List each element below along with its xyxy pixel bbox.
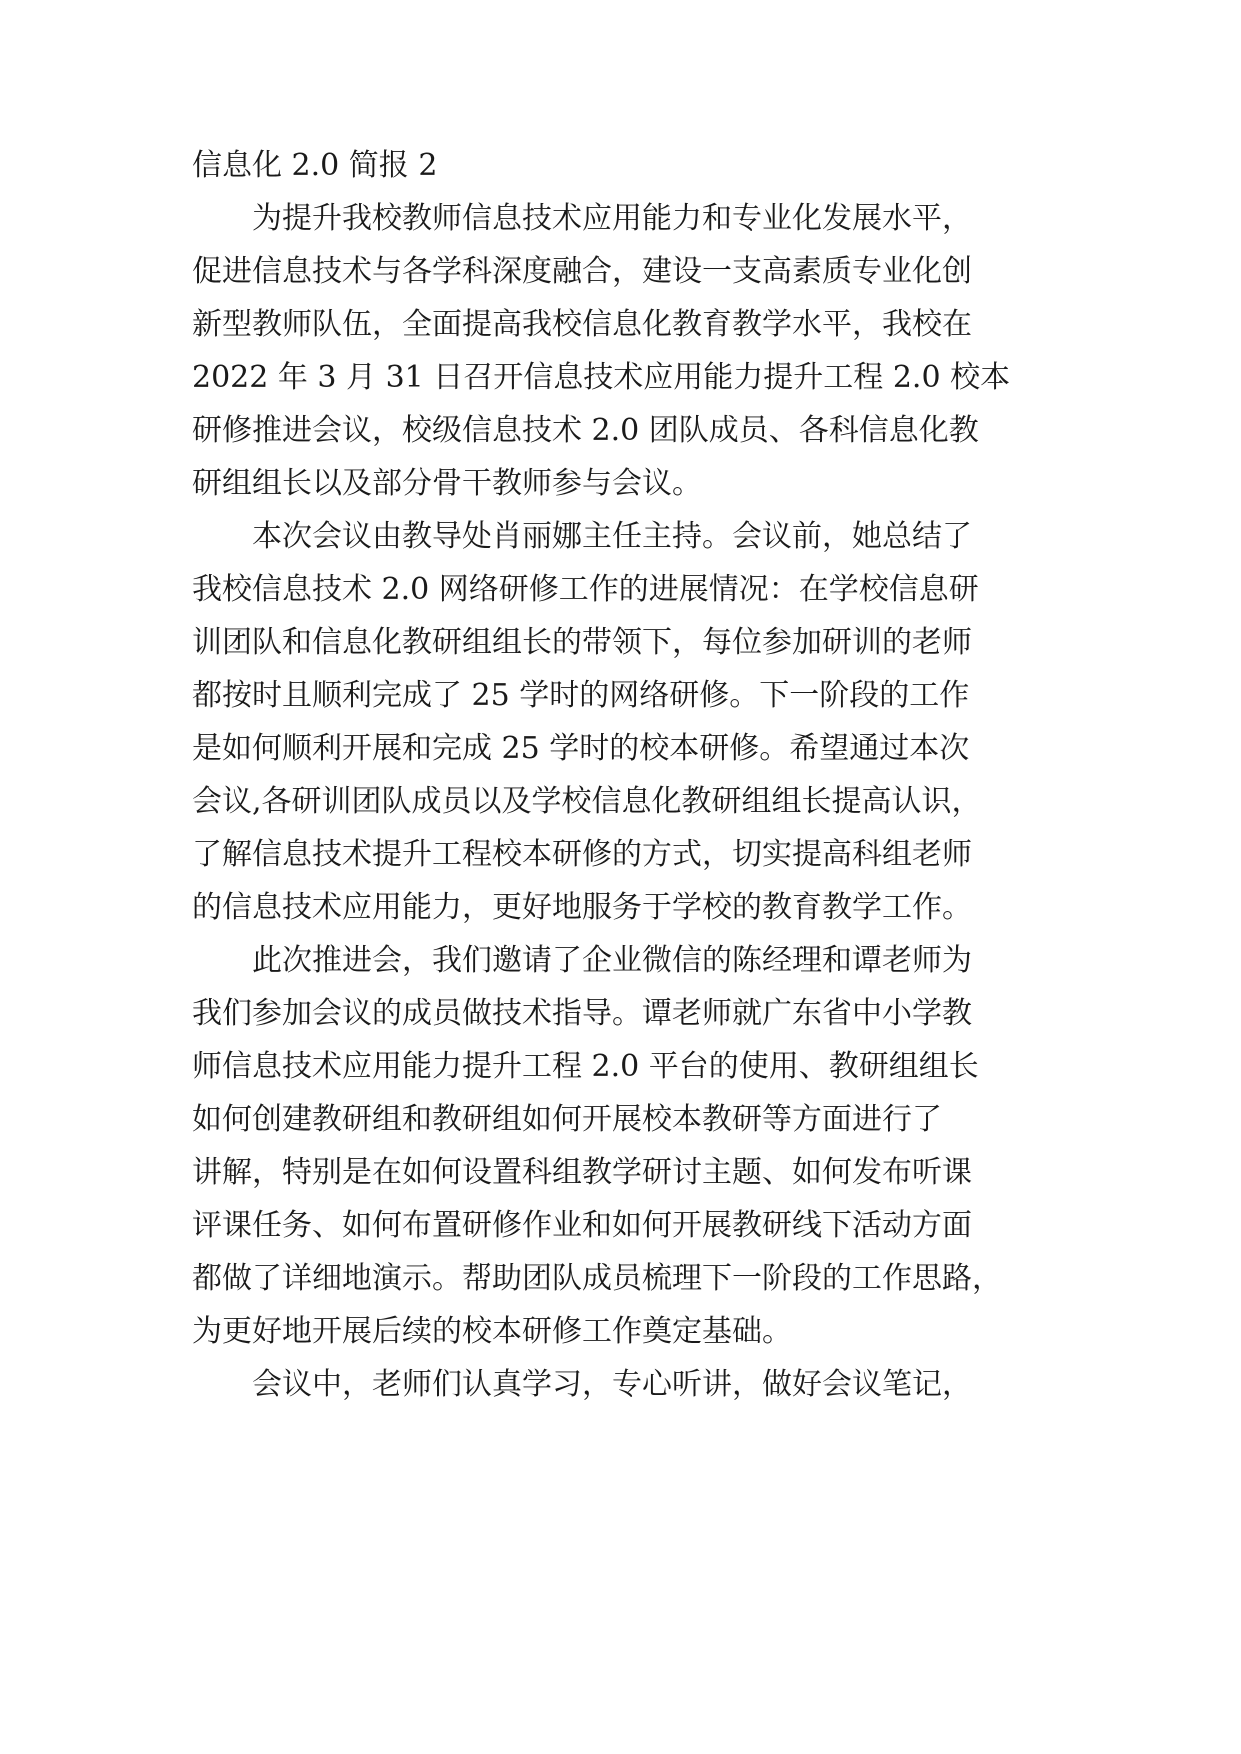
paragraph-3-line-7: 都做了详细地演示。帮助团队成员梳理下一阶段的工作思路， bbox=[192, 1261, 1002, 1296]
paragraph-3-line-4: 如何创建教研组和教研组如何开展校本教研等方面进行了 bbox=[192, 1102, 942, 1137]
paragraph-4-line-1: 会议中，老师们认真学习，专心听讲，做好会议笔记， bbox=[252, 1367, 972, 1402]
paragraph-3-line-8: 为更好地开展后续的校本研修工作奠定基础。 bbox=[192, 1314, 792, 1349]
paragraph-1-line-4: 2022 年 3 月 31 日召开信息技术应用能力提升工程 2.0 校本 bbox=[192, 360, 1011, 395]
paragraph-1-line-6: 研组组长以及部分骨干教师参与会议。 bbox=[192, 466, 702, 501]
paragraph-2-line-5: 是如何顺利开展和完成 25 学时的校本研修。希望通过本次 bbox=[192, 731, 970, 766]
paragraph-2-line-1: 本次会议由教导处肖丽娜主任主持。会议前，她总结了 bbox=[252, 519, 972, 554]
paragraph-1-line-5: 研修推进会议，校级信息技术 2.0 团队成员、各科信息化教 bbox=[192, 413, 979, 448]
paragraph-1-line-2: 促进信息技术与各学科深度融合，建设一支高素质专业化创 bbox=[192, 254, 972, 289]
paragraph-3-line-5: 讲解，特别是在如何设置科组教学研讨主题、如何发布听课 bbox=[192, 1155, 972, 1190]
paragraph-3-line-6: 评课任务、如何布置研修作业和如何开展教研线下活动方面 bbox=[192, 1208, 972, 1243]
paragraph-2-line-3: 训团队和信息化教研组组长的带领下，每位参加研训的老师 bbox=[192, 625, 972, 660]
paragraph-3-line-1: 此次推进会，我们邀请了企业微信的陈经理和谭老师为 bbox=[252, 943, 972, 978]
document-title: 信息化 2.0 简报 2 bbox=[192, 148, 438, 183]
paragraph-3-line-2: 我们参加会议的成员做技术指导。谭老师就广东省中小学教 bbox=[192, 996, 972, 1031]
paragraph-2-line-6: 会议,各研训团队成员以及学校信息化教研组组长提高认识， bbox=[192, 784, 982, 819]
paragraph-2-line-8: 的信息技术应用能力，更好地服务于学校的教育教学工作。 bbox=[192, 890, 972, 925]
paragraph-2-line-2: 我校信息技术 2.0 网络研修工作的进展情况：在学校信息研 bbox=[192, 572, 979, 607]
paragraph-2-line-4: 都按时且顺利完成了 25 学时的网络研修。下一阶段的工作 bbox=[192, 678, 970, 713]
paragraph-3-line-3: 师信息技术应用能力提升工程 2.0 平台的使用、教研组组长 bbox=[192, 1049, 979, 1084]
paragraph-1-line-1: 为提升我校教师信息技术应用能力和专业化发展水平， bbox=[252, 201, 972, 236]
paragraph-2-line-7: 了解信息技术提升工程校本研修的方式，切实提高科组老师 bbox=[192, 837, 972, 872]
paragraph-1-line-3: 新型教师队伍，全面提高我校信息化教育教学水平，我校在 bbox=[192, 307, 972, 342]
